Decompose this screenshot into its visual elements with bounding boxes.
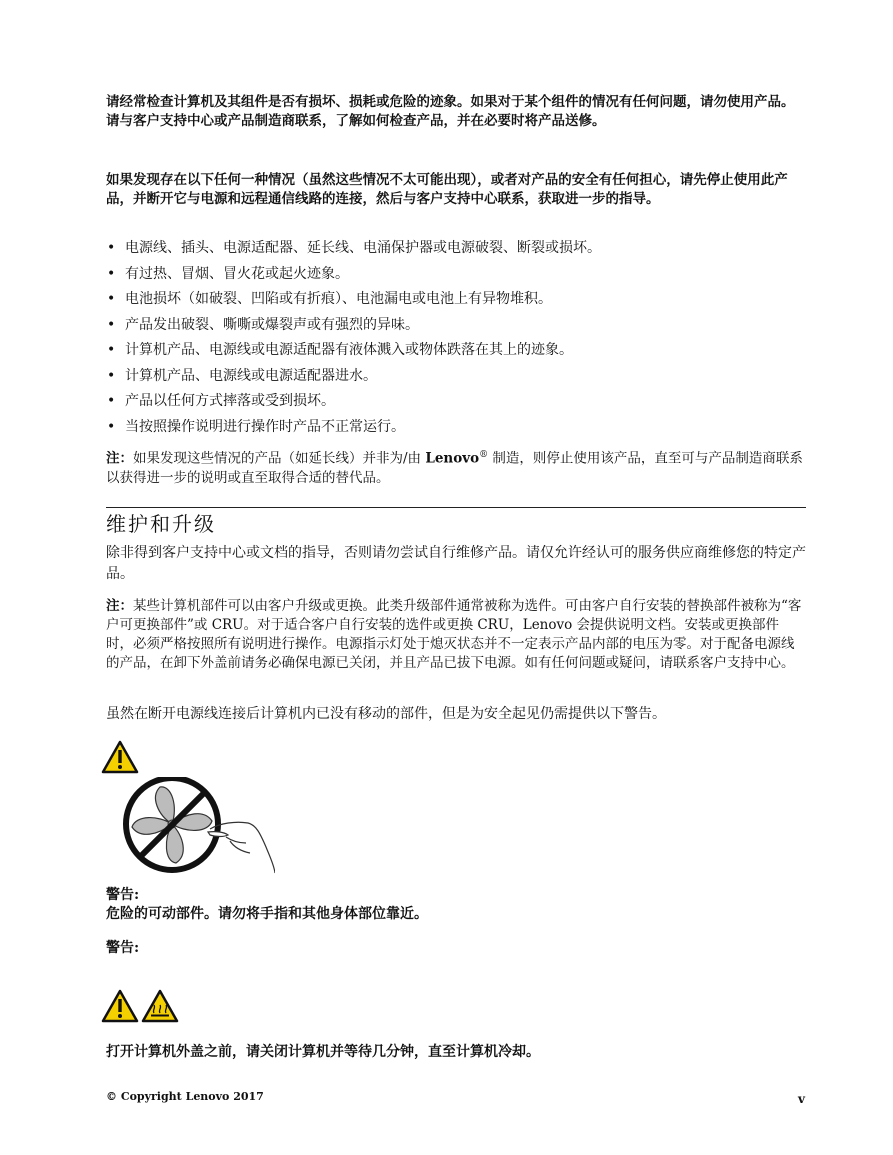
bullet-icon: • (107, 291, 116, 307)
list-item: • 计算机产品、电源线或电源适配器有液体溅入或物体跌落在其上的迹象。 (106, 338, 806, 364)
list-item: • 电源线、插头、电源适配器、延长线、电涌保护器或电源破裂、断裂或损坏。 (106, 236, 806, 262)
bullet-icon: • (107, 342, 116, 358)
note-label: 注： (106, 598, 133, 614)
note-text: 某些计算机部件可以由客户升级或更换。此类升级部件通常被称为选件。可由客户自行安装的替换部件被称为“客户可更换部件”或 CRU。对于适合客户自行安装的选件或更换 CRU，Lenovo 会提供说明文档。安装或更换部件时，必须严格按照所有说明进行操作。电源指示灯处于熄灭状态并不一定表示产品内部的电压为零。对于配备电源线的产品，在卸下外盖前请务必确保电源已关闭，并且产品已拔下电源。如有任何问题或疑问，请联系客户支持中心。 (106, 598, 802, 671)
footer-copyright: © Copyright Lenovo 2017 (106, 1090, 264, 1103)
note-lenovo (106, 446, 806, 488)
registered-mark: ® (479, 450, 489, 460)
note-label: 注： (106, 450, 133, 467)
list-item: • 有过热、冒烟、冒火花或起火迹象。 (106, 262, 806, 288)
maintenance-paragraph: 除非得到客户支持中心或文档的指导，否则请勿尝试自行维修产品。请仅允许经认可的服务供应商维修您的特定产品。 (106, 545, 806, 582)
list-item: • 计算机产品、电源线或电源适配器进水。 (106, 364, 806, 390)
bullet-icon: • (107, 316, 116, 333)
warning-title-1: 警告: (106, 887, 140, 903)
moving-fan-blades-icon (120, 777, 275, 875)
note-cru (106, 597, 806, 673)
list-item: • 产品发出破裂、嘶嘶或爆裂声或有强烈的异味。 (106, 313, 806, 339)
warning-text-3: 打开计算机外盖之前，请关闭计算机并等待几分钟，直至计算机冷却。 (106, 1044, 540, 1060)
bullet-icon: • (107, 418, 116, 435)
section-divider (106, 507, 806, 508)
hot-surface-icon (141, 989, 179, 1023)
section-heading-maintenance: 维护和升级 (106, 512, 216, 536)
bullet-icon: • (107, 240, 116, 256)
list-item: • 电池损坏（如破裂、凹陷或有折痕）、电池漏电或电池上有异物堆积。 (106, 287, 806, 313)
list-item: • 产品以任何方式摔落或受到损坏。 (106, 389, 806, 415)
footer-page-number: v (798, 1092, 805, 1106)
hazard-list (106, 236, 806, 440)
warning-title-2: 警告: (106, 940, 140, 956)
moving-parts-paragraph: 虽然在断开电源线连接后计算机内已没有移动的部件，但是为安全起见仍需提供以下警告。 (106, 706, 666, 722)
bullet-icon: • (107, 265, 116, 282)
intro-paragraph-1: 请经常检查计算机及其组件是否有损坏、损耗或危险的迹象。如果对于某个组件的情况有任何问题，请勿使用产品。请与客户支持中心或产品制造商联系，了解如何检查产品，并在必要时将产品送修。 (106, 94, 795, 129)
brand-name: Lenovo (425, 450, 480, 467)
note-text-b: 制造，则停止使用该产品，直至可与产品制造商联系以获得进一步的说明或直至取得合适的替代品。 (106, 450, 803, 486)
bullet-icon: • (107, 393, 116, 409)
bullet-icon: • (107, 367, 116, 384)
warning-text-1: 危险的可动部件。请勿将手指和其他身体部位靠近。 (106, 906, 428, 922)
note-text-a: 如果发现这些情况的产品（如延长线）并非为/由 (133, 450, 426, 467)
warning-triangle-icon (101, 989, 139, 1023)
list-item: • 当按照操作说明进行操作时产品不正常运行。 (106, 415, 806, 441)
intro-paragraph-2: 如果发现存在以下任何一种情况（虽然这些情况不太可能出现），或者对产品的安全有任何担心，请先停止使用此产品，并断开它与电源和远程通信线路的连接，然后与客户支持中心联系，获取进一步的指导。 (106, 172, 788, 207)
warning-triangle-icon (101, 740, 139, 774)
